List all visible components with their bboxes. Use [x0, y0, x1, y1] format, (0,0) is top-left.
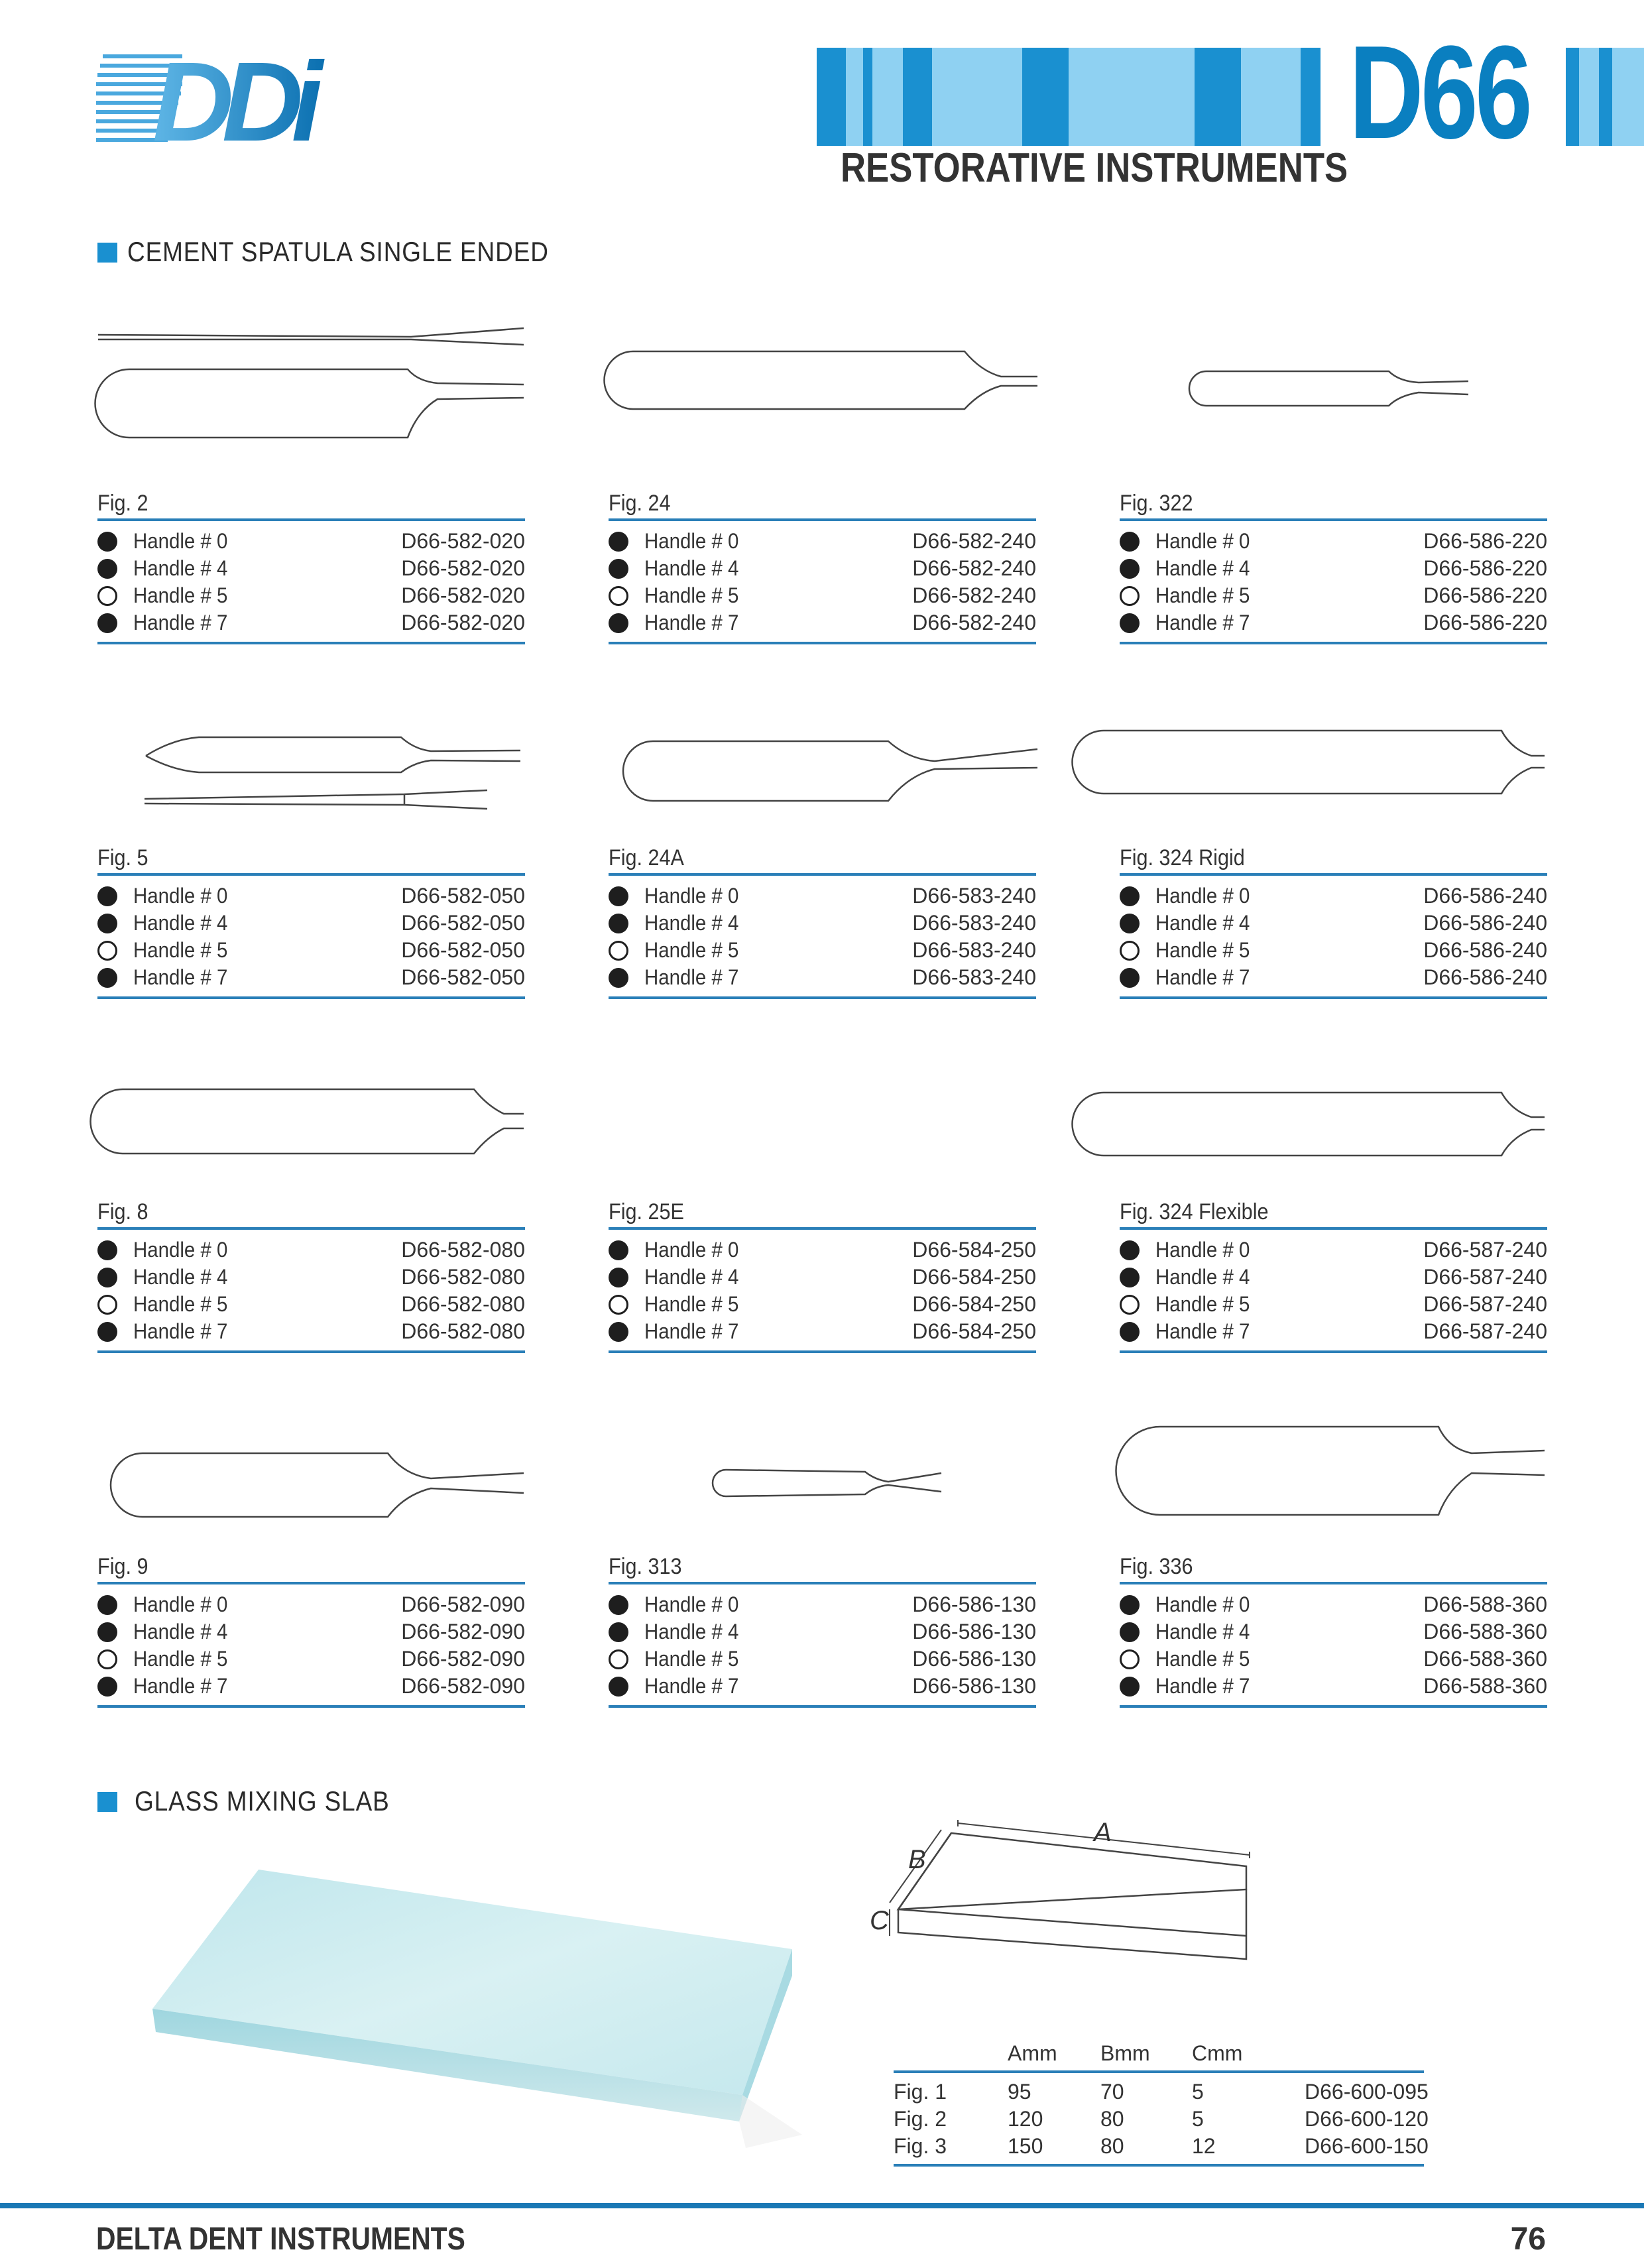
handle-label: Handle # 5 — [133, 583, 228, 607]
handle-row — [609, 582, 1036, 609]
handle-row — [609, 1236, 1036, 1264]
handle-list — [97, 1230, 525, 1350]
dim-label-b: B — [908, 1845, 926, 1874]
product-code: D66-582-050 — [401, 884, 525, 908]
handle-color-dot — [609, 1295, 628, 1315]
handle-label: Handle # 5 — [133, 1292, 228, 1316]
spatula-fig-8 — [91, 1089, 524, 1154]
handle-label: Handle # 4 — [133, 1265, 228, 1289]
figure-title: Fig. 9 — [97, 1554, 148, 1579]
table-header — [894, 2039, 1424, 2070]
handle-row — [1120, 1591, 1547, 1618]
dim-label-c: C — [870, 1906, 889, 1935]
product-code: D66-588-360 — [1423, 1592, 1547, 1616]
handle-label: Handle # 4 — [133, 911, 228, 935]
handle-row — [97, 555, 525, 582]
handle-row — [609, 1645, 1036, 1673]
table-rule — [894, 2164, 1424, 2167]
handle-color-dot — [1120, 1322, 1140, 1342]
handle-label: Handle # 5 — [133, 938, 228, 962]
handle-row — [1120, 937, 1547, 964]
handle-color-dot — [609, 1677, 628, 1697]
handle-color-dot — [97, 1268, 117, 1287]
handle-list — [1120, 876, 1547, 996]
handle-row — [97, 1318, 525, 1345]
handle-label: Handle # 7 — [644, 965, 739, 989]
handle-color-dot — [609, 1649, 628, 1669]
table-cell: Fig. 2 — [894, 2107, 947, 2131]
handle-color-dot — [609, 1595, 628, 1615]
figure-block — [609, 491, 1036, 644]
handle-color-dot — [97, 1322, 117, 1342]
product-code: D66-586-130 — [912, 1647, 1036, 1671]
figure-rule — [97, 1705, 525, 1708]
page-subtitle: RESTORATIVE INSTRUMENTS — [841, 145, 1348, 191]
handle-color-dot — [1120, 914, 1140, 933]
handle-label: Handle # 5 — [133, 1647, 228, 1671]
handle-list — [609, 876, 1036, 996]
figure-block — [97, 491, 525, 644]
handle-row — [97, 1673, 525, 1700]
section-title: GLASS MIXING SLAB — [135, 1785, 390, 1817]
page-number: 76 — [1510, 2222, 1546, 2257]
handle-label: Handle # 5 — [1155, 1292, 1250, 1316]
product-code: D66-588-360 — [1423, 1647, 1547, 1671]
figure-rule — [609, 996, 1036, 999]
col-header: Cmm — [1192, 2041, 1243, 2065]
handle-color-dot — [97, 968, 117, 988]
product-code: D66-586-240 — [1423, 911, 1547, 935]
handle-row — [1120, 555, 1547, 582]
handle-row — [1120, 1645, 1547, 1673]
figure-title: Fig. 24A — [609, 845, 684, 870]
handle-label: Handle # 5 — [644, 583, 739, 607]
product-code: D66-582-240 — [912, 556, 1036, 580]
handle-row — [609, 609, 1036, 636]
handle-color-dot — [1120, 586, 1140, 606]
handle-row — [97, 1618, 525, 1645]
handle-label: Handle # 4 — [133, 1620, 228, 1643]
handle-row — [1120, 1318, 1547, 1345]
spatula-fig-336 — [1116, 1427, 1545, 1515]
footer-company: DELTA DENT INSTRUMENTS — [96, 2222, 465, 2257]
product-code: D66-586-240 — [1423, 965, 1547, 989]
figure-title: Fig. 322 — [1120, 491, 1193, 516]
handle-color-dot — [609, 1622, 628, 1642]
handle-color-dot — [1120, 941, 1140, 961]
product-code: D66-586-240 — [1423, 884, 1547, 908]
handle-color-dot — [97, 1240, 117, 1260]
handle-row — [1120, 609, 1547, 636]
handle-row — [609, 1591, 1036, 1618]
product-code: D66-586-220 — [1423, 611, 1547, 634]
handle-row — [609, 964, 1036, 991]
handle-label: Handle # 7 — [1155, 611, 1250, 634]
spatula-fig-322 — [1189, 371, 1468, 406]
handle-row — [1120, 964, 1547, 991]
handle-list — [1120, 1230, 1547, 1350]
handle-label: Handle # 7 — [1155, 965, 1250, 989]
handle-row — [1120, 1236, 1547, 1264]
figure-title: Fig. 8 — [97, 1199, 148, 1224]
handle-list — [1120, 1584, 1547, 1705]
handle-row — [1120, 1291, 1547, 1318]
handle-row — [1120, 1673, 1547, 1700]
product-code: D66-584-250 — [912, 1238, 1036, 1262]
table-cell: 5 — [1192, 2107, 1204, 2131]
handle-label: Handle # 0 — [1155, 1592, 1250, 1616]
handle-color-dot — [97, 886, 117, 906]
glass-slab-image — [146, 1856, 802, 2168]
handle-label: Handle # 7 — [133, 611, 228, 634]
figure-rule — [1120, 996, 1547, 999]
handle-row — [609, 1291, 1036, 1318]
figure-block — [609, 1554, 1036, 1708]
table-row — [894, 2106, 1429, 2133]
handle-label: Handle # 4 — [644, 911, 739, 935]
handle-label: Handle # 4 — [644, 1620, 739, 1643]
table-cell: 150 — [1008, 2134, 1043, 2158]
product-code: D66-583-240 — [912, 965, 1036, 989]
handle-color-dot — [609, 1268, 628, 1287]
handle-color-dot — [97, 1649, 117, 1669]
handle-label: Handle # 0 — [644, 1238, 739, 1262]
table-cell: Fig. 1 — [894, 2080, 947, 2104]
handle-row — [97, 1291, 525, 1318]
product-code: D66-582-080 — [401, 1319, 525, 1343]
catalog-code: D66 — [1349, 19, 1530, 166]
table-cell: 12 — [1192, 2134, 1216, 2158]
handle-label: Handle # 4 — [644, 556, 739, 580]
handle-color-dot — [609, 941, 628, 961]
handle-label: Handle # 5 — [644, 938, 739, 962]
handle-color-dot — [97, 1677, 117, 1697]
figure-rule — [1120, 1705, 1547, 1708]
handle-color-dot — [1120, 1595, 1140, 1615]
product-code: D66-588-360 — [1423, 1674, 1547, 1698]
figure-rule — [1120, 642, 1547, 644]
handle-color-dot — [97, 532, 117, 552]
handle-row — [1120, 1618, 1547, 1645]
handle-color-dot — [97, 914, 117, 933]
handle-color-dot — [1120, 1649, 1140, 1669]
handle-color-dot — [97, 586, 117, 606]
handle-color-dot — [1120, 559, 1140, 579]
slab-table — [894, 2039, 1429, 2167]
handle-label: Handle # 7 — [644, 611, 739, 634]
figure-title: Fig. 24 — [609, 491, 671, 516]
handle-row — [609, 1318, 1036, 1345]
table-cell: D66-600-095 — [1305, 2080, 1429, 2104]
handle-label: Handle # 0 — [133, 884, 228, 908]
handle-row — [609, 1673, 1036, 1700]
product-code: D66-582-080 — [401, 1238, 525, 1262]
footer-bar — [0, 2203, 1644, 2208]
figure-rule — [97, 642, 525, 644]
section-title: CEMENT SPATULA SINGLE ENDED — [127, 236, 549, 267]
table-cell: 80 — [1100, 2134, 1124, 2158]
product-code: D66-582-240 — [912, 611, 1036, 634]
product-code: D66-582-020 — [401, 529, 525, 553]
product-code: D66-582-050 — [401, 911, 525, 935]
handle-label: Handle # 0 — [133, 1592, 228, 1616]
handle-color-dot — [97, 559, 117, 579]
handle-row — [97, 910, 525, 937]
product-code: D66-582-020 — [401, 583, 525, 607]
product-code: D66-587-240 — [1423, 1292, 1547, 1316]
product-code: D66-586-220 — [1423, 583, 1547, 607]
product-code: D66-582-020 — [401, 611, 525, 634]
handle-row — [97, 882, 525, 910]
handle-row — [97, 1591, 525, 1618]
handle-color-dot — [97, 1595, 117, 1615]
table-row — [894, 2133, 1429, 2160]
table-cell: 70 — [1100, 2080, 1124, 2104]
handle-label: Handle # 4 — [1155, 911, 1250, 935]
product-code: D66-582-240 — [912, 583, 1036, 607]
handle-row — [97, 609, 525, 636]
handle-label: Handle # 0 — [644, 884, 739, 908]
handle-row — [609, 910, 1036, 937]
product-code: D66-586-220 — [1423, 556, 1547, 580]
product-code: D66-582-240 — [912, 529, 1036, 553]
handle-label: Handle # 7 — [133, 1674, 228, 1698]
handle-row — [609, 1264, 1036, 1291]
handle-color-dot — [609, 532, 628, 552]
handle-color-dot — [1120, 886, 1140, 906]
handle-color-dot — [97, 1295, 117, 1315]
handle-label: Handle # 4 — [1155, 1620, 1250, 1643]
handle-row — [1120, 1264, 1547, 1291]
handle-color-dot — [97, 941, 117, 961]
handle-color-dot — [609, 1240, 628, 1260]
table-cell: 80 — [1100, 2107, 1124, 2131]
product-code: D66-586-220 — [1423, 529, 1547, 553]
product-code: D66-586-130 — [912, 1674, 1036, 1698]
handle-color-dot — [1120, 532, 1140, 552]
handle-color-dot — [609, 914, 628, 933]
handle-row — [97, 964, 525, 991]
product-code: D66-582-090 — [401, 1592, 525, 1616]
product-code: D66-582-050 — [401, 965, 525, 989]
slab-dimension-diagram — [862, 1810, 1260, 1969]
handle-list — [97, 876, 525, 996]
handle-color-dot — [1120, 1622, 1140, 1642]
spatula-fig-5 — [145, 737, 520, 809]
table-cell: D66-600-150 — [1305, 2134, 1429, 2158]
handle-list — [1120, 521, 1547, 642]
figure-rule — [97, 1350, 525, 1353]
product-code: D66-582-080 — [401, 1292, 525, 1316]
product-code: D66-584-250 — [912, 1265, 1036, 1289]
handle-label: Handle # 7 — [1155, 1319, 1250, 1343]
handle-color-dot — [1120, 613, 1140, 633]
handle-label: Handle # 4 — [133, 556, 228, 580]
spatula-fig-2 — [95, 328, 524, 438]
handle-label: Handle # 7 — [644, 1674, 739, 1698]
handle-label: Handle # 7 — [644, 1319, 739, 1343]
table-cell: 95 — [1008, 2080, 1031, 2104]
handle-color-dot — [609, 559, 628, 579]
handle-color-dot — [609, 1322, 628, 1342]
handle-row — [609, 1618, 1036, 1645]
figure-block — [97, 845, 525, 999]
figure-title: Fig. 5 — [97, 845, 148, 870]
handle-list — [97, 521, 525, 642]
handle-label: Handle # 5 — [1155, 583, 1250, 607]
figure-block — [1120, 845, 1547, 999]
spatula-fig-324-rigid — [1072, 731, 1545, 794]
handle-row — [609, 937, 1036, 964]
handle-row — [97, 1236, 525, 1264]
figure-rule — [609, 642, 1036, 644]
handle-list — [609, 1230, 1036, 1350]
handle-label: Handle # 0 — [1155, 884, 1250, 908]
handle-row — [1120, 882, 1547, 910]
figure-block — [609, 1199, 1036, 1353]
product-code: D66-586-240 — [1423, 938, 1547, 962]
product-code: D66-582-090 — [401, 1674, 525, 1698]
figure-block — [1120, 491, 1547, 644]
figure-block — [1120, 1199, 1547, 1353]
svg-text:DDi: DDi — [152, 48, 311, 147]
figure-title: Fig. 336 — [1120, 1554, 1193, 1579]
product-code: D66-587-240 — [1423, 1319, 1547, 1343]
product-code: D66-584-250 — [912, 1319, 1036, 1343]
product-code: D66-582-080 — [401, 1265, 525, 1289]
product-code: D66-582-090 — [401, 1620, 525, 1643]
handle-color-dot — [1120, 1295, 1140, 1315]
product-code: D66-582-020 — [401, 556, 525, 580]
handle-label: Handle # 5 — [644, 1647, 739, 1671]
handle-row — [97, 1645, 525, 1673]
dim-label-a: A — [1094, 1818, 1112, 1847]
product-code: D66-587-240 — [1423, 1265, 1547, 1289]
figure-block — [97, 1554, 525, 1708]
handle-row — [1120, 528, 1547, 555]
section-marker — [97, 1792, 117, 1812]
handle-row — [97, 582, 525, 609]
product-code: D66-588-360 — [1423, 1620, 1547, 1643]
product-code: D66-582-090 — [401, 1647, 525, 1671]
handle-color-dot — [97, 613, 117, 633]
figure-block — [1120, 1554, 1547, 1708]
spatula-fig-313 — [713, 1470, 941, 1496]
handle-label: Handle # 7 — [133, 1319, 228, 1343]
product-code: D66-583-240 — [912, 884, 1036, 908]
handle-label: Handle # 5 — [644, 1292, 739, 1316]
spatula-fig-24 — [605, 351, 1038, 409]
figure-title: Fig. 324 Flexible — [1120, 1199, 1269, 1224]
handle-color-dot — [97, 1622, 117, 1642]
handle-row — [609, 882, 1036, 910]
figure-title: Fig. 25E — [609, 1199, 684, 1224]
handle-row — [609, 555, 1036, 582]
figure-rule — [609, 1350, 1036, 1353]
handle-list — [97, 1584, 525, 1705]
handle-label: Handle # 4 — [1155, 1265, 1250, 1289]
handle-color-dot — [609, 586, 628, 606]
handle-row — [1120, 910, 1547, 937]
handle-row — [609, 528, 1036, 555]
handle-label: Handle # 7 — [133, 965, 228, 989]
handle-color-dot — [1120, 968, 1140, 988]
spatula-fig-324-flexible — [1072, 1093, 1545, 1156]
table-cell: 5 — [1192, 2080, 1204, 2104]
product-code: D66-583-240 — [912, 938, 1036, 962]
handle-color-dot — [1120, 1240, 1140, 1260]
product-code: D66-583-240 — [912, 911, 1036, 935]
handle-label: Handle # 5 — [1155, 938, 1250, 962]
handle-label: Handle # 7 — [1155, 1674, 1250, 1698]
table-cell: D66-600-120 — [1305, 2107, 1429, 2131]
handle-color-dot — [1120, 1268, 1140, 1287]
table-cell: Fig. 3 — [894, 2134, 947, 2158]
product-code: D66-586-130 — [912, 1592, 1036, 1616]
handle-row — [1120, 582, 1547, 609]
handle-label: Handle # 4 — [1155, 556, 1250, 580]
figure-title: Fig. 2 — [97, 491, 148, 516]
handle-color-dot — [1120, 1677, 1140, 1697]
spatula-fig-24a — [623, 741, 1037, 801]
handle-row — [97, 937, 525, 964]
handle-row — [97, 1264, 525, 1291]
handle-list — [609, 1584, 1036, 1705]
figure-rule — [97, 996, 525, 999]
handle-label: Handle # 5 — [1155, 1647, 1250, 1671]
handle-label: Handle # 0 — [133, 529, 228, 553]
handle-label: Handle # 0 — [644, 529, 739, 553]
table-body — [894, 2073, 1429, 2160]
figure-rule — [1120, 1350, 1547, 1353]
handle-row — [97, 528, 525, 555]
handle-label: Handle # 0 — [1155, 529, 1250, 553]
figure-block — [97, 1199, 525, 1353]
table-row — [894, 2078, 1429, 2106]
handle-color-dot — [609, 968, 628, 988]
col-header: Amm — [1008, 2041, 1057, 2065]
figure-rule — [609, 1705, 1036, 1708]
handle-color-dot — [609, 613, 628, 633]
col-header: Bmm — [1100, 2041, 1150, 2065]
product-code: D66-582-050 — [401, 938, 525, 962]
handle-color-dot — [609, 886, 628, 906]
product-code: D66-587-240 — [1423, 1238, 1547, 1262]
handle-label: Handle # 0 — [1155, 1238, 1250, 1262]
product-code: D66-584-250 — [912, 1292, 1036, 1316]
table-cell: 120 — [1008, 2107, 1043, 2131]
spatula-fig-9 — [111, 1453, 524, 1517]
product-code: D66-586-130 — [912, 1620, 1036, 1643]
figure-title: Fig. 313 — [609, 1554, 682, 1579]
figure-block — [609, 845, 1036, 999]
handle-label: Handle # 0 — [133, 1238, 228, 1262]
handle-list — [609, 521, 1036, 642]
handle-label: Handle # 4 — [644, 1265, 739, 1289]
handle-label: Handle # 0 — [644, 1592, 739, 1616]
figure-title: Fig. 324 Rigid — [1120, 845, 1245, 870]
